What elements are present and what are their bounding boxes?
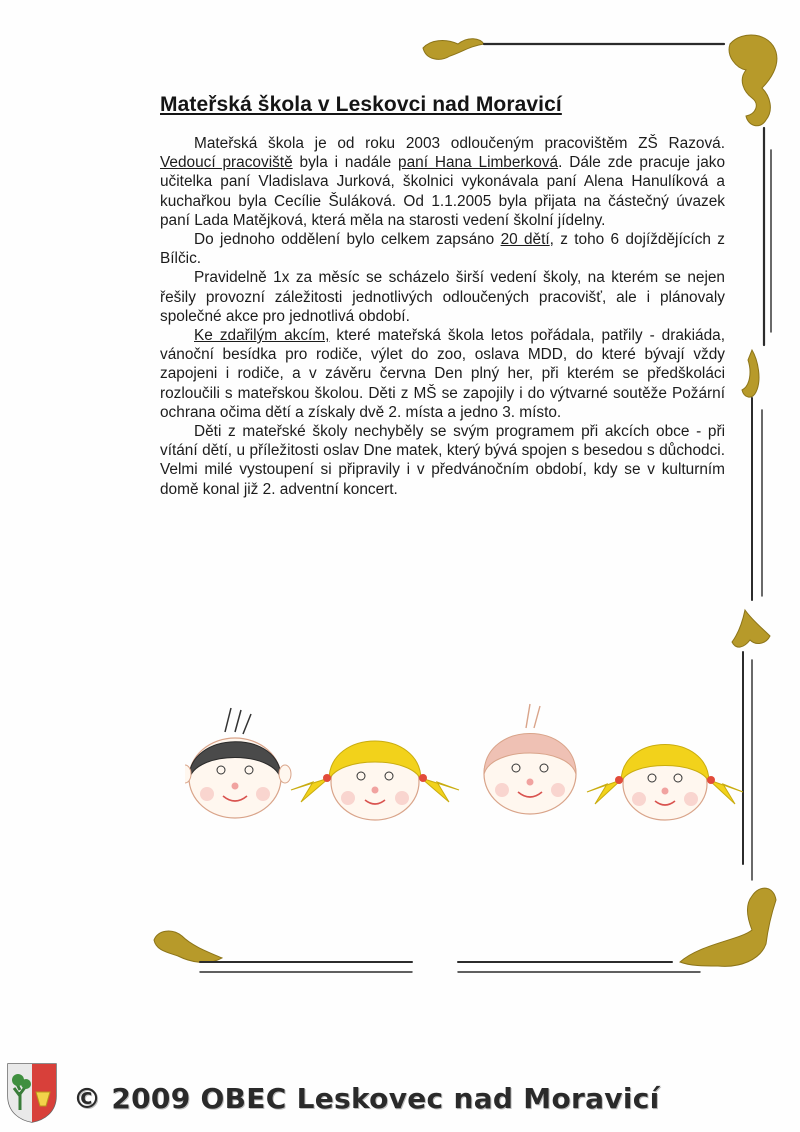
child-face-yellow-hair-1 bbox=[291, 741, 459, 820]
municipal-crest-icon bbox=[6, 1062, 58, 1124]
ornament-bottom-right bbox=[680, 888, 776, 966]
underlined-text: 20 dětí bbox=[500, 231, 550, 249]
paragraph-text: , z toho 6 dojíždějících z Bílčic. bbox=[160, 231, 725, 268]
paragraph bbox=[160, 230, 725, 268]
document-body bbox=[160, 134, 725, 499]
underlined-text: Vedoucí pracoviště bbox=[160, 154, 293, 172]
ornament-bottom-left bbox=[154, 931, 222, 962]
ornament-top-right bbox=[729, 35, 777, 126]
paragraph-text: Pravidelně 1x za měsíc se scházelo širší vedení školy, na kterém se nejen řešily provozní záležitosti jednotlivých odloučených pracovišť, ale i plánovaly společné akce pro jednotlivá období. bbox=[160, 269, 725, 325]
paragraph bbox=[160, 422, 725, 499]
paragraph-text: které mateřská škola letos pořádala, patřily - drakiáda, vánoční besídka pro rodiče, výlet do zoo, oslava MDD, do které bývají vždy zapojeni i rodiče, a v závěru června Den plný her, při kterém se předškoláci rozloučili s mateřskou školou. Děti z MŠ se zapojily i do výtvarné soutěže Požární ochrana očima dětí a získaly dvě 2. místa a jedno 3. místo. bbox=[160, 327, 725, 421]
child-face-yellow-hair-2 bbox=[587, 745, 743, 821]
paragraph-text: byla i nadále bbox=[292, 154, 399, 172]
children-faces-illustration bbox=[185, 690, 745, 840]
paragraph bbox=[160, 326, 725, 422]
paragraph-text: Děti z mateřské školy nechyběly se svým programem při akcích obce - při vítání dětí, u příležitosti oslav Dne matek, který bývá spojen s besedou s důchodci. Velmi milé vystoupení si připravily i v předvánočním období, kdy se v kulturním domě konal již 2. adventní koncert. bbox=[160, 423, 725, 498]
child-face-dark-hair bbox=[185, 708, 291, 818]
paragraph-text: Mateřská škola je od roku 2003 odloučeným pracovištěm ZŠ Razová. bbox=[194, 135, 725, 152]
paragraph bbox=[160, 134, 725, 230]
paragraph-text: Do jednoho oddělení bylo celkem zapsáno bbox=[194, 231, 501, 249]
paragraph bbox=[160, 268, 725, 326]
ornament-top-left bbox=[423, 39, 484, 60]
underlined-text: paní Hana Limberková bbox=[398, 154, 559, 172]
underlined-text: Ke zdařilým akcím, bbox=[194, 327, 330, 345]
ornament-right-2 bbox=[732, 610, 770, 647]
page-title: Mateřská škola v Leskovci nad Moravicí bbox=[160, 93, 562, 116]
paragraph-text: . Dále zde pracuje jako učitelka paní Vladislava Jurková, školnici vykonávala paní Alena Hanulíková a kuchařkou byla Cecílie Šuláková. Od 1.1.2005 byla přijata na částečný úvazek paní Lada Matějková, která měla na starosti vedení školní jídelny. bbox=[160, 154, 726, 229]
copyright-footer: © 2009 OBEC Leskovec nad Moravicí bbox=[73, 1082, 660, 1115]
ornament-right-1 bbox=[742, 350, 759, 397]
child-face-light-hair bbox=[484, 704, 576, 814]
